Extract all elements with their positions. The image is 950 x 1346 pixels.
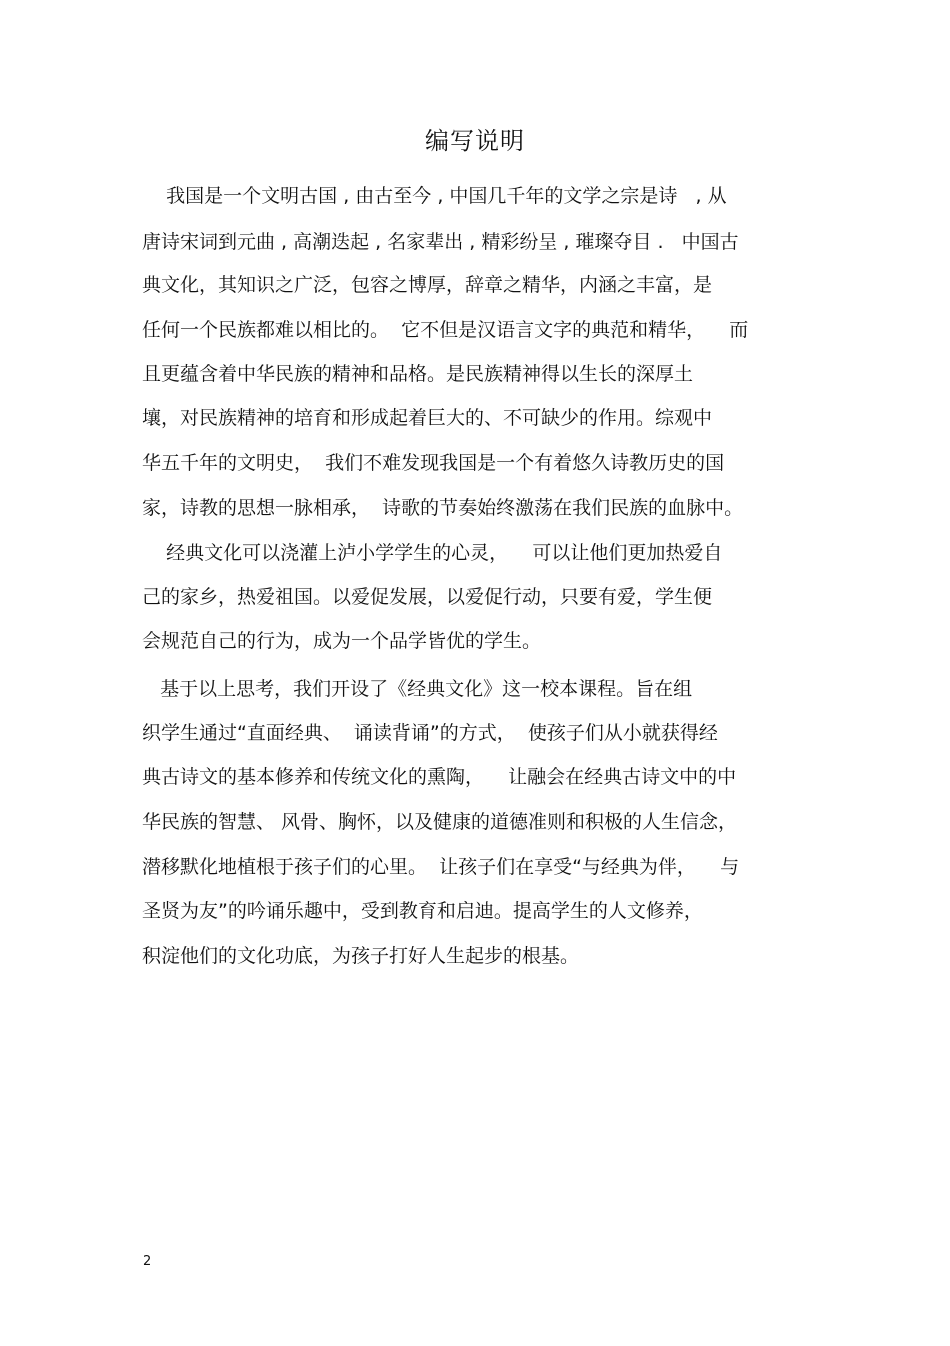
paragraph-line: 唐诗宋词到元曲 , 高潮迭起 , 名家辈出 , 精彩纷呈 , 璀璨夺目 . 中国古 xyxy=(142,231,739,253)
paragraph-line: 华五千年的文明史， 我们不难发现我国是一个有着悠久诗教历史的国 xyxy=(142,452,725,474)
paragraph-line: 经典文化可以浇灌上泸小学学生的心灵， 可以让他们更加热爱自 xyxy=(142,542,723,564)
paragraph-line: 圣贤为友”的吟诵乐趣中，受到教育和启迪。提高学生的人文修养， xyxy=(142,900,703,922)
paragraph-line: 家，诗教的思想一脉相承， 诗歌的节奏始终激荡在我们民族的血脉中。 xyxy=(142,497,744,519)
paragraph-line: 典文化，其知识之广泛，包容之博厚，辞章之精华，内涵之丰富，是 xyxy=(142,274,713,296)
paragraph-line: 华民族的智慧、 风骨、胸怀，以及健康的道德准则和积极的人生信念， xyxy=(142,811,738,833)
paragraph-line: 积淀他们的文化功底，为孩子打好人生起步的根基。 xyxy=(142,945,580,967)
paragraph-line: 会规范自己的行为，成为一个品学皆优的学生。 xyxy=(142,630,542,652)
paragraph-line: 潜移默化地植根于孩子们的心里。 让孩子们在享受“与经典为伴， 与 xyxy=(142,856,740,878)
paragraph-line: 己的家乡，热爱祖国。以爱促发展，以爱促行动，只要有爱，学生便 xyxy=(142,586,713,608)
paragraph-line: 我国是一个文明古国 , 由古至今 , 中国几千年的文学之宗是诗 , 从 xyxy=(142,185,727,207)
paragraph-line: 典古诗文的基本修养和传统文化的熏陶， 让融会在经典古诗文中的中 xyxy=(142,766,737,788)
paragraph-line: 基于以上思考，我们开设了《经典文化》这一校本课程。旨在组 xyxy=(142,678,693,700)
paragraph-line: 任何一个民族都难以相比的。 它不但是汉语言文字的典范和精华， 而 xyxy=(142,319,749,341)
page-number: 2 xyxy=(143,1254,152,1269)
paragraph-line: 织学生通过“直面经典、 诵读背诵”的方式， 使孩子们从小就获得经 xyxy=(142,722,718,744)
paragraph-line: 且更蕴含着中华民族的精神和品格。是民族精神得以生长的深厚土 xyxy=(142,363,694,385)
document-title: 编写说明 xyxy=(425,127,525,155)
paragraph-line: 壤，对民族精神的培育和形成起着巨大的、不可缺少的作用。综观中 xyxy=(142,407,713,429)
